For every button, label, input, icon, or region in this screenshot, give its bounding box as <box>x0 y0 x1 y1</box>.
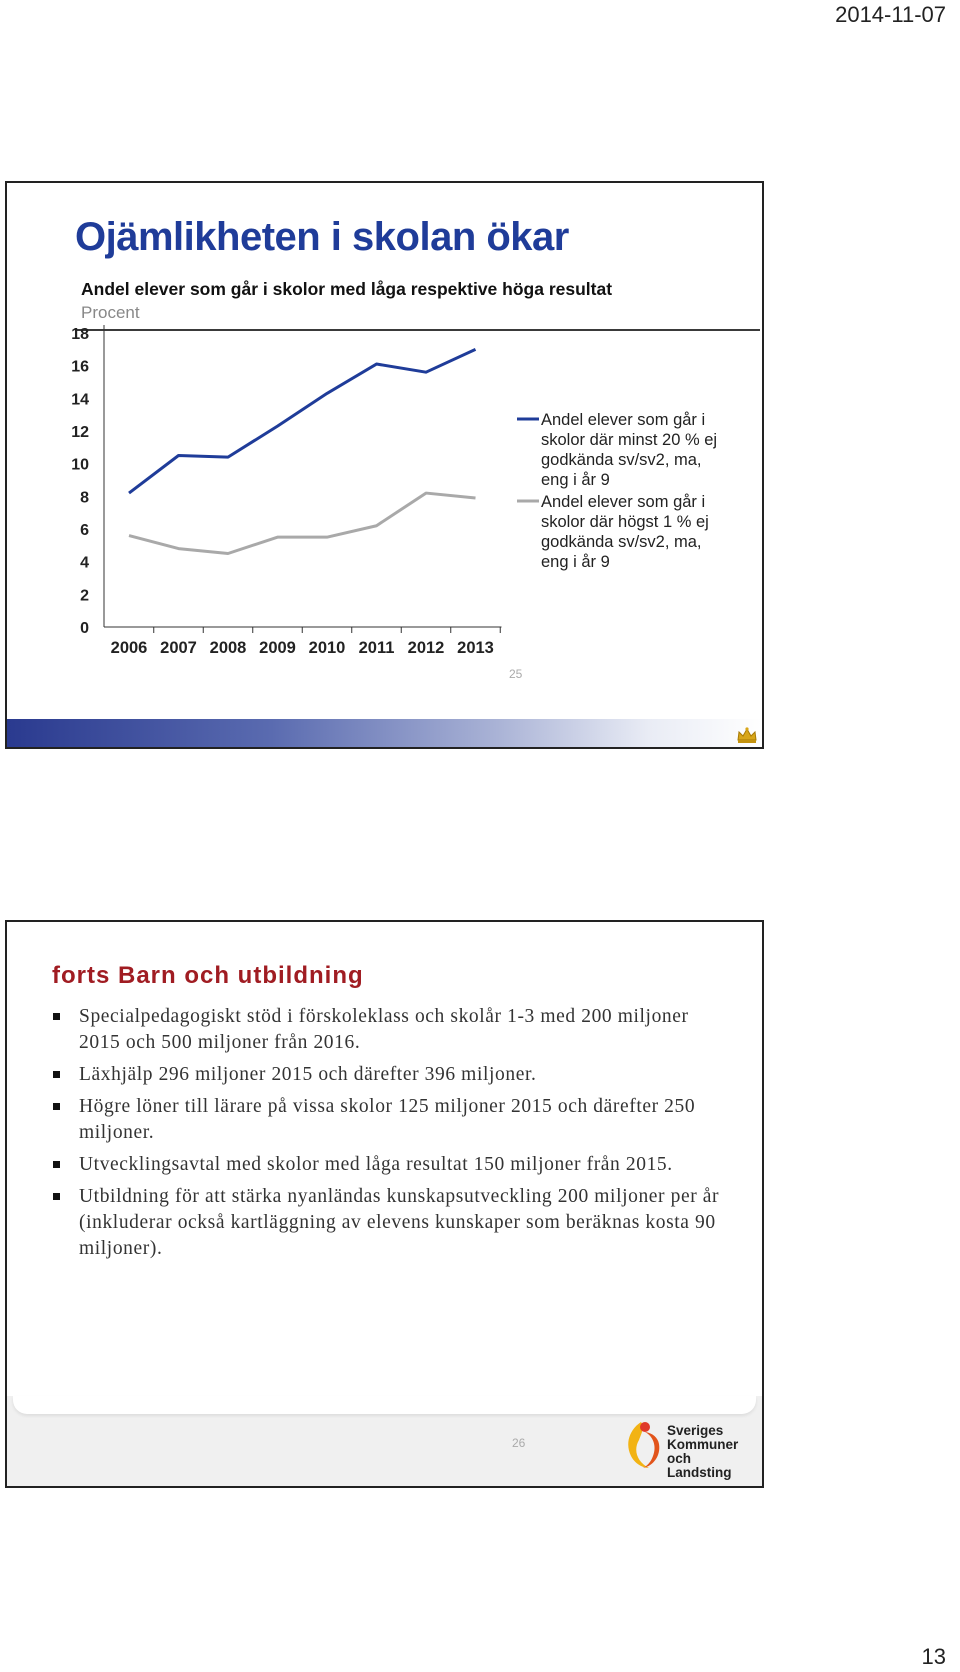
legend-label: eng i år 9 <box>541 553 610 571</box>
legend-label: skolor där minst 20 % ej <box>541 431 718 449</box>
square-bullet-icon <box>53 1103 60 1110</box>
bullet-list <box>51 1004 731 1268</box>
bullet-item: Utvecklingsavtal med skolor med låga resultat 150 miljoner från 2015. <box>51 1152 731 1178</box>
bullet-item: Högre löner till lärare på vissa skolor 125 miljoner 2015 och därefter 250 miljoner. <box>51 1094 731 1146</box>
skl-logo-icon <box>623 1418 663 1472</box>
x-tick-label: 2011 <box>358 639 395 657</box>
y-tick-label: 12 <box>71 424 89 441</box>
x-tick-label: 2013 <box>457 639 494 657</box>
x-tick-label: 2009 <box>259 639 296 657</box>
y-tick-label: 18 <box>71 326 89 343</box>
legend-label: godkända sv/sv2, ma, <box>541 451 702 469</box>
slide-title: forts Barn och utbildning <box>52 962 364 989</box>
square-bullet-icon <box>53 1193 60 1200</box>
slide-number: 26 <box>512 1436 526 1450</box>
slide-footer <box>7 1396 762 1486</box>
x-tick-label: 2012 <box>407 639 445 657</box>
slide-26 <box>5 920 764 1488</box>
legend-label: skolor där högst 1 % ej <box>541 513 709 531</box>
series-line-low-share <box>129 493 476 553</box>
legend-label: godkända sv/sv2, ma, <box>541 533 702 551</box>
line-chart <box>7 183 762 723</box>
page-date: 2014-11-07 <box>835 2 946 27</box>
y-tick-label: 6 <box>80 522 89 539</box>
slide-title: Ojämlikheten i skolan ökar <box>75 215 569 259</box>
chart-unit: Procent <box>81 303 140 322</box>
y-tick-label: 0 <box>80 620 89 637</box>
legend-label: eng i år 9 <box>541 471 610 489</box>
x-tick-label: 2008 <box>209 639 247 657</box>
square-bullet-icon <box>53 1013 60 1020</box>
chart-subtitle: Andel elever som går i skolor med låga respektive höga resultat <box>81 279 613 299</box>
y-tick-label: 8 <box>80 489 89 507</box>
y-tick-label: 14 <box>71 391 89 409</box>
x-tick-label: 2010 <box>308 639 346 657</box>
page-number: 13 <box>921 1644 946 1669</box>
x-tick-label: 2007 <box>160 639 197 657</box>
y-tick-label: 4 <box>80 554 89 572</box>
legend-label: Andel elever som går i <box>541 493 706 511</box>
series-line-high-share <box>129 349 476 493</box>
y-tick-label: 2 <box>80 587 89 605</box>
legend-label: Andel elever som går i <box>541 411 706 429</box>
logo-wordmark: Sveriges Kommuner och Landsting <box>667 1423 739 1480</box>
bullet-item: Läxhjälp 296 miljoner 2015 och därefter 396 miljoner. <box>51 1062 731 1088</box>
slide-25 <box>5 181 764 749</box>
y-tick-label: 10 <box>71 456 89 474</box>
bullet-item: Utbildning för att stärka nyanländas kunskapsutveckling 200 miljoner per år (inkluderar också kartläggning av elevens kunskaper som beräknas kosta 90 miljoner). <box>51 1184 731 1262</box>
skl-logo <box>623 1418 748 1480</box>
footer-band <box>7 719 762 747</box>
slide-number: 25 <box>509 667 523 681</box>
square-bullet-icon <box>53 1071 60 1078</box>
x-tick-label: 2006 <box>110 639 148 657</box>
y-tick-label: 16 <box>71 358 89 376</box>
footer-curve <box>13 1396 756 1414</box>
bullet-item: Specialpedagogiskt stöd i förskoleklass och skolår 1-3 med 200 miljoner 2015 och 500 miljoner från 2016. <box>51 1004 731 1056</box>
crown-icon <box>736 726 758 744</box>
square-bullet-icon <box>53 1161 60 1168</box>
